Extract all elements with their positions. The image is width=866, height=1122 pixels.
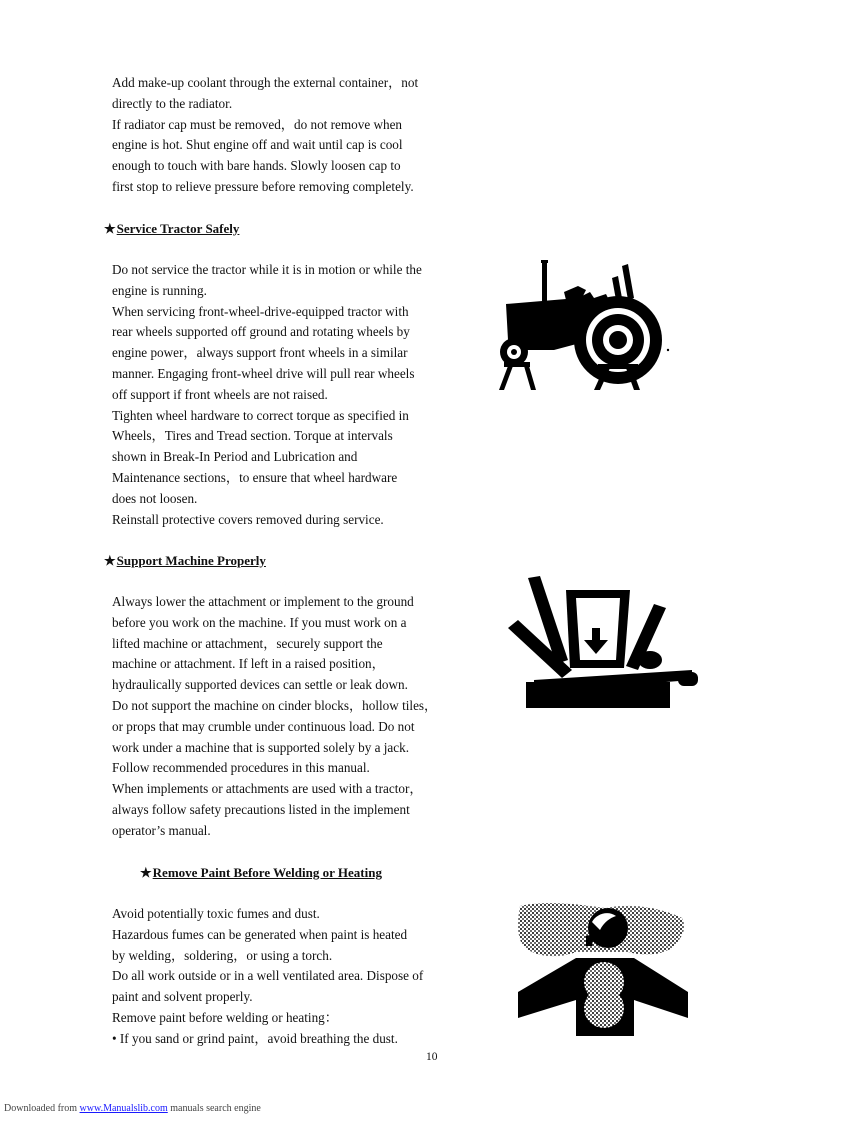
support-machine-paragraph	[112, 592, 437, 842]
text-line: hydraulically supported devices can settle or leak down.	[112, 677, 408, 693]
text-line: Do not service the tractor while it is in motion or while the	[112, 262, 422, 277]
remove-paint-heading	[140, 865, 382, 881]
text-line: Avoid potentially toxic fumes and dust.	[112, 906, 320, 921]
text-line: always follow safety precautions listed in the implement	[112, 801, 410, 817]
text-line: shown in Break-In Period and Lubrication and	[112, 449, 358, 465]
service-tractor-heading	[104, 221, 239, 237]
footer-prefix: Downloaded from	[4, 1103, 80, 1114]
text-line: Remove paint before welding or heating：	[112, 1009, 338, 1025]
text-line: When implements or attachments are used with a tractor，	[112, 781, 423, 797]
text-line: Do all work outside or in a well ventilated area. Dispose of	[112, 968, 424, 984]
text-line: Maintenance sections，to ensure that wheel hardware	[112, 469, 398, 485]
heading-text: Service Tractor Safely	[116, 221, 240, 236]
remove-paint-paragraph	[112, 904, 423, 1050]
text-line: before you work on the machine. If you must work on a	[112, 614, 407, 630]
text-line: lifted machine or attachment，securely support the	[112, 635, 383, 651]
star-icon: ★	[104, 221, 116, 236]
manualslib-link[interactable]: www.Manualslib.com	[79, 1103, 168, 1114]
heading-text: Remove Paint Before Welding or Heating	[152, 865, 382, 880]
text-line: Wheels，Tires and Tread section. Torque at intervals	[112, 428, 393, 444]
text-line: Add make-up coolant through the external container，not	[112, 75, 419, 90]
text-line: operator’s manual.	[112, 822, 211, 838]
heading-text: Support Machine Properly	[116, 553, 266, 568]
text-line: • If you sand or grind paint，avoid breathing the dust.	[112, 1030, 398, 1046]
page-number: 10	[426, 1051, 438, 1063]
text-line: off support if front wheels are not raised.	[112, 386, 328, 402]
text-line: Follow recommended procedures in this manual.	[112, 760, 370, 776]
text-line: does not loosen.	[112, 490, 198, 506]
text-line: Hazardous fumes can be generated when paint is heated	[112, 926, 408, 942]
text-line: machine or attachment. If left in a raised position，	[112, 656, 385, 672]
text-line: or props that may crumble under continuous load. Do not	[112, 718, 415, 734]
text-line: engine is hot. Shut engine off and wait until cap is cool	[112, 137, 403, 153]
text-line: Always lower the attachment or implement to the ground	[112, 594, 414, 609]
text-line: work under a machine that is supported solely by a jack.	[112, 739, 410, 755]
text-line: directly to the radiator.	[112, 95, 233, 111]
text-line: enough to touch with bare hands. Slowly loosen cap to	[112, 158, 401, 174]
toxic-fumes-icon	[516, 900, 692, 1036]
text-line: rear wheels supported off ground and rotating wheels by	[112, 324, 410, 340]
tractor-on-stands-icon	[494, 258, 674, 392]
support-machine-heading	[104, 553, 266, 569]
text-line: paint and solvent properly.	[112, 989, 253, 1005]
text-line: Do not support the machine on cinder blocks，hollow tiles，	[112, 697, 438, 713]
crush-hazard-icon	[506, 576, 702, 714]
text-line: by welding，soldering，or using a torch.	[112, 947, 333, 963]
download-footer	[4, 1103, 261, 1114]
text-line: engine power，always support front wheels in a similar	[112, 345, 408, 361]
text-line: Reinstall protective covers removed during service.	[112, 511, 384, 527]
text-line: first stop to relieve pressure before removing completely.	[112, 178, 414, 194]
text-line: Tighten wheel hardware to correct torque as specified in	[112, 407, 409, 423]
text-line: manner. Engaging front-wheel drive will pull rear wheels	[112, 365, 415, 381]
text-line: engine is running.	[112, 282, 207, 298]
star-icon: ★	[140, 865, 152, 880]
intro-paragraph	[112, 73, 418, 198]
text-line: If radiator cap must be removed，do not remove when	[112, 116, 403, 132]
star-icon: ★	[104, 553, 116, 568]
text-line: When servicing front-wheel-drive-equipped tractor with	[112, 303, 409, 319]
footer-suffix: manuals search engine	[167, 1103, 261, 1114]
service-tractor-paragraph	[112, 260, 422, 530]
